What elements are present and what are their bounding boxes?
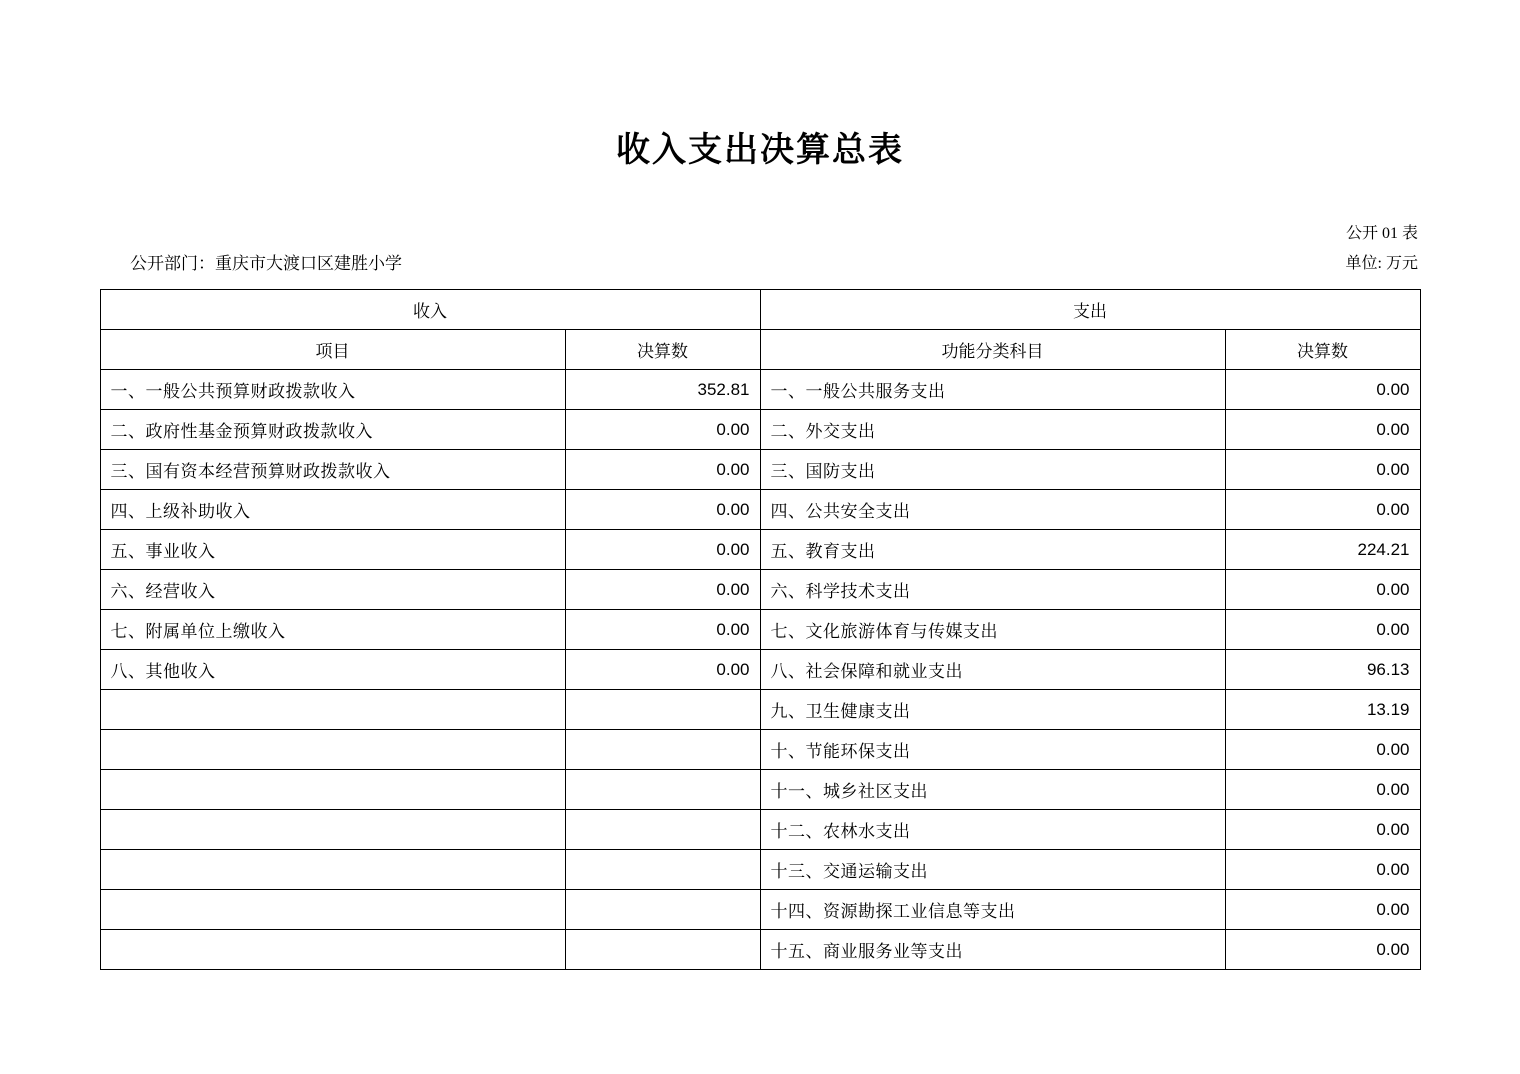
income-amount-cell	[565, 730, 760, 770]
expense-item-cell: 十三、交通运输支出	[760, 850, 1225, 890]
expense-amount-cell: 0.00	[1225, 850, 1420, 890]
income-amount-cell	[565, 770, 760, 810]
income-item-cell	[100, 850, 565, 890]
expense-amount-cell: 0.00	[1225, 770, 1420, 810]
table-column-header-row	[100, 330, 1420, 370]
expense-amount-cell: 0.00	[1225, 810, 1420, 850]
expense-item-cell: 十四、资源勘探工业信息等支出	[760, 890, 1225, 930]
income-amount-cell: 0.00	[565, 450, 760, 490]
expense-amount-cell: 0.00	[1225, 410, 1420, 450]
table-row	[100, 490, 1420, 530]
income-amount-cell	[565, 810, 760, 850]
table-row	[100, 530, 1420, 570]
column-header-income-item: 项目	[100, 330, 565, 370]
expense-item-cell: 九、卫生健康支出	[760, 690, 1225, 730]
income-item-cell: 一、一般公共预算财政拨款收入	[100, 370, 565, 410]
expense-item-cell: 八、社会保障和就业支出	[760, 650, 1225, 690]
table-row	[100, 610, 1420, 650]
income-amount-cell: 352.81	[565, 370, 760, 410]
unit-note: 单位: 万元	[1345, 255, 1418, 272]
group-header-expense: 支出	[760, 290, 1420, 330]
income-item-cell: 七、附属单位上缴收入	[100, 610, 565, 650]
table-row	[100, 370, 1420, 410]
income-item-cell: 三、国有资本经营预算财政拨款收入	[100, 450, 565, 490]
income-item-cell	[100, 690, 565, 730]
income-item-cell	[100, 890, 565, 930]
expense-item-cell: 四、公共安全支出	[760, 490, 1225, 530]
income-item-cell: 二、政府性基金预算财政拨款收入	[100, 410, 565, 450]
expense-amount-cell: 0.00	[1225, 930, 1420, 970]
income-item-cell: 六、经营收入	[100, 570, 565, 610]
table-group-header-row	[100, 290, 1420, 330]
table-body	[100, 370, 1420, 970]
income-amount-cell: 0.00	[565, 530, 760, 570]
expense-amount-cell: 0.00	[1225, 450, 1420, 490]
expense-amount-cell: 0.00	[1225, 730, 1420, 770]
income-item-cell	[100, 930, 565, 970]
table-row	[100, 810, 1420, 850]
page-title: 收入支出决算总表	[616, 130, 904, 170]
expense-item-cell: 五、教育支出	[760, 530, 1225, 570]
income-amount-cell: 0.00	[565, 490, 760, 530]
table-row	[100, 650, 1420, 690]
income-amount-cell	[565, 890, 760, 930]
expense-item-cell: 十、节能环保支出	[760, 730, 1225, 770]
expense-item-cell: 二、外交支出	[760, 410, 1225, 450]
table-row	[100, 690, 1420, 730]
expense-amount-cell: 96.13	[1225, 650, 1420, 690]
budget-table	[100, 289, 1421, 970]
income-item-cell	[100, 770, 565, 810]
table-row	[100, 930, 1420, 970]
expense-item-cell: 十一、城乡社区支出	[760, 770, 1225, 810]
income-amount-cell: 0.00	[565, 650, 760, 690]
document-meta	[0, 219, 1520, 277]
expense-amount-cell: 0.00	[1225, 610, 1420, 650]
expense-item-cell: 三、国防支出	[760, 450, 1225, 490]
table-row	[100, 890, 1420, 930]
income-amount-cell	[565, 930, 760, 970]
form-meta	[1346, 219, 1418, 279]
income-amount-cell: 0.00	[565, 610, 760, 650]
expense-amount-cell: 224.21	[1225, 530, 1420, 570]
expense-amount-cell: 0.00	[1225, 490, 1420, 530]
expense-amount-cell: 0.00	[1225, 890, 1420, 930]
income-item-cell	[100, 730, 565, 770]
department-line: 公开部门：重庆市大渡口区建胜小学	[130, 254, 402, 273]
column-header-expense-amount: 决算数	[1225, 330, 1420, 370]
income-item-cell	[100, 810, 565, 850]
income-item-cell: 五、事业收入	[100, 530, 565, 570]
expense-amount-cell: 13.19	[1225, 690, 1420, 730]
table-row	[100, 730, 1420, 770]
income-amount-cell	[565, 850, 760, 890]
income-item-cell: 四、上级补助收入	[100, 490, 565, 530]
column-header-income-amount: 决算数	[565, 330, 760, 370]
table-row	[100, 570, 1420, 610]
expense-amount-cell: 0.00	[1225, 570, 1420, 610]
income-amount-cell: 0.00	[565, 410, 760, 450]
column-header-expense-item: 功能分类科目	[760, 330, 1225, 370]
table-row	[100, 850, 1420, 890]
table-row	[100, 770, 1420, 810]
expense-item-cell: 七、文化旅游体育与传媒支出	[760, 610, 1225, 650]
table-row	[100, 450, 1420, 490]
table-row	[100, 410, 1420, 450]
income-amount-cell	[565, 690, 760, 730]
expense-item-cell: 六、科学技术支出	[760, 570, 1225, 610]
income-item-cell: 八、其他收入	[100, 650, 565, 690]
expense-item-cell: 一、一般公共服务支出	[760, 370, 1225, 410]
group-header-income: 收入	[100, 290, 760, 330]
form-code: 公开 01 表	[1345, 225, 1418, 242]
expense-item-cell: 十五、商业服务业等支出	[760, 930, 1225, 970]
income-amount-cell: 0.00	[565, 570, 760, 610]
expense-item-cell: 十二、农林水支出	[760, 810, 1225, 850]
expense-amount-cell: 0.00	[1225, 370, 1420, 410]
